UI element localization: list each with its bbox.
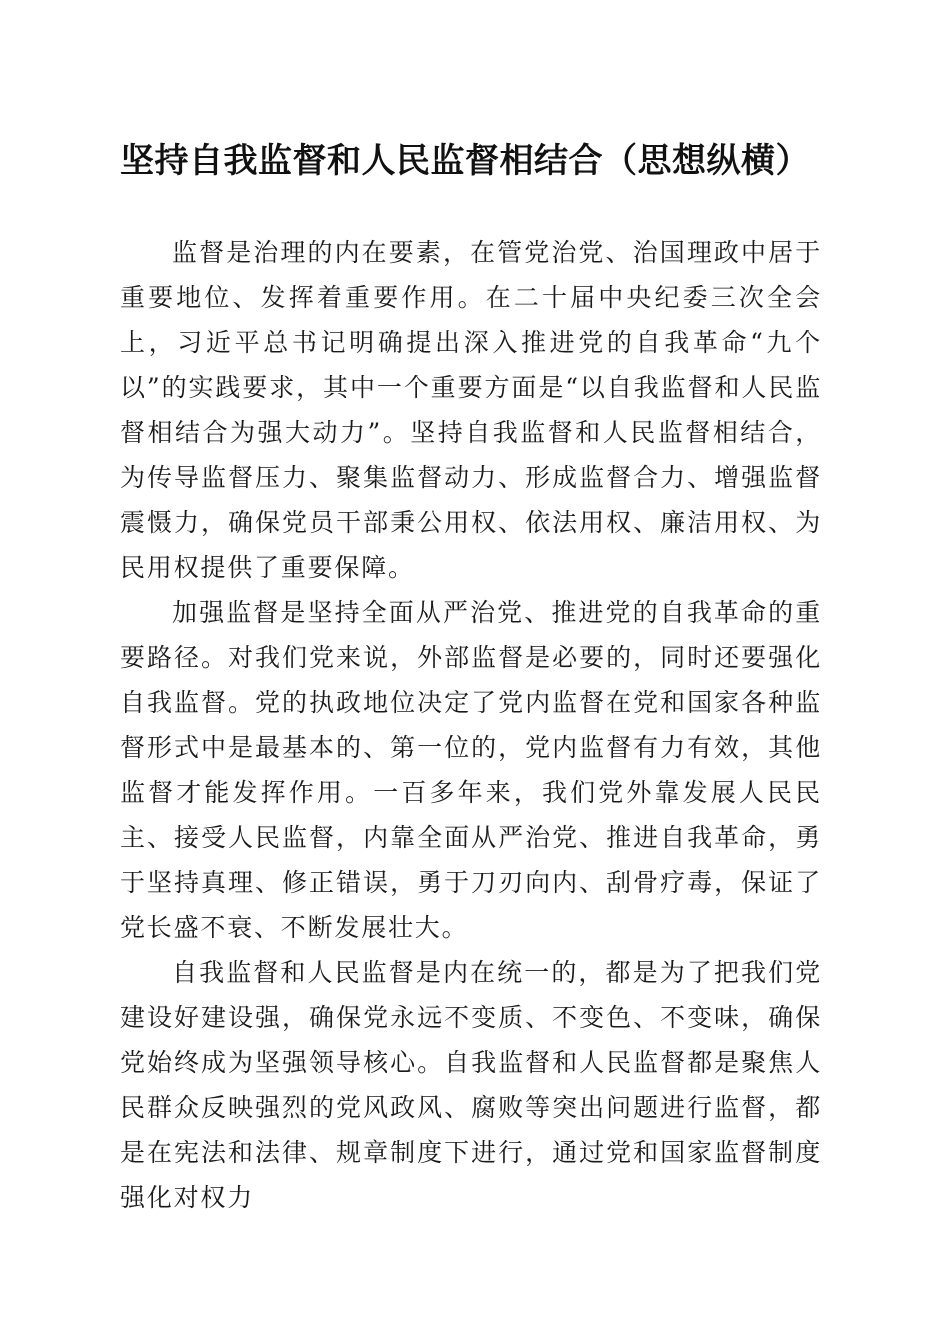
paragraph-1: 监督是治理的内在要素，在管党治党、治国理政中居于重要地位、发挥着重要作用。在二十届中央纪委三次全会上，习近平总书记明确提出深入推进党的自我革命“九个以”的实践要求，其中一个重要方面是“以自我监督和人民监督相结合为强大动力”。坚持自我监督和人民监督相结合，为传导监督压力、聚集监督动力、形成监督合力、增强监督震慑力，确保党员干部秉公用权、依法用权、廉洁用权、为民用权提供了重要保障。: [120, 238, 822, 582]
article-title: 坚持自我监督和人民监督相结合（思想纵横）: [120, 141, 810, 181]
article-body: [120, 230, 822, 1220]
paragraph-2: 加强监督是坚持全面从严治党、推进党的自我革命的重要路径。对我们党来说，外部监督是必要的，同时还要强化自我监督。党的执政地位决定了党内监督在党和国家各种监督形式中是最基本的、第一位的，党内监督有力有效，其他监督才能发挥作用。一百多年来，我们党外靠发展人民民主、接受人民监督，内靠全面从严治党、推进自我革命，勇于坚持真理、修正错误，勇于刀刃向内、刮骨疗毒，保证了党长盛不衰、不断发展壮大。: [120, 598, 822, 942]
paragraph-3: 自我监督和人民监督是内在统一的，都是为了把我们党建设好建设强，确保党永远不变质、不变色、不变味，确保党始终成为坚强领导核心。自我监督和人民监督都是聚焦人民群众反映强烈的党风政风、腐败等突出问题进行监督，都是在宪法和法律、规章制度下进行，通过党和国家监督制度强化对权力: [120, 958, 822, 1212]
